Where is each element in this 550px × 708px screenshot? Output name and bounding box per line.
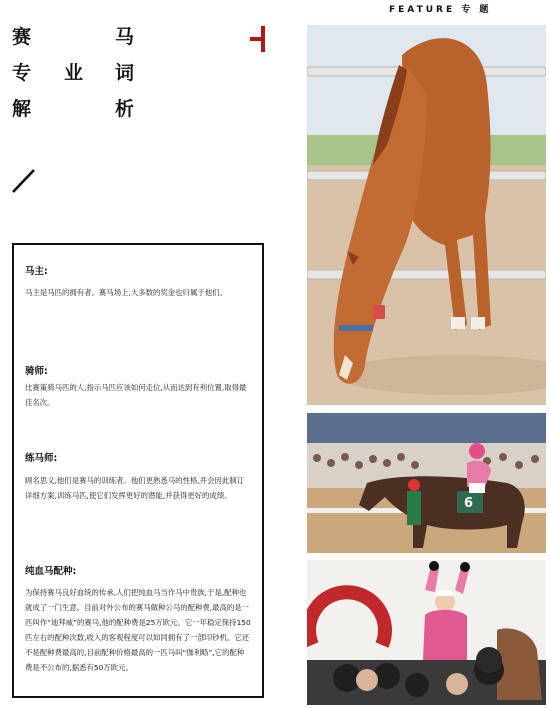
title-row-2 <box>12 58 142 98</box>
page-title <box>12 22 142 142</box>
glossary-term: 骑师: <box>25 366 48 377</box>
glossary-term: 纯血马配种: <box>25 566 77 577</box>
title-char: 马 <box>115 26 135 48</box>
title-row-3 <box>12 94 142 134</box>
glossary-term: 马主: <box>25 266 48 277</box>
title-char: 赛 <box>12 26 32 48</box>
glossary-box <box>12 243 264 698</box>
glossary-definition: 顾名思义,他们是赛马的训练者。他们更熟悉马的性格,并会因此制订详细方案,训练马匹,使它们发挥更好的潜能,并获得更好的成绩。 <box>25 476 245 500</box>
title-row-1 <box>12 22 142 62</box>
title-char: 业 <box>64 62 84 84</box>
title-char: 专 <box>12 62 32 84</box>
glossary-term: 练马师: <box>25 453 58 464</box>
glossary-definition: 马主是马匹的拥有者。赛马场上,大多数的奖金也归属于他们。 <box>25 288 227 297</box>
title-char: 析 <box>115 98 135 120</box>
celebrating-jockey-photo <box>307 560 546 705</box>
glossary-definition: 为保持赛马良好血统的传承,人们把纯血马当作马中贵族,于是,配种也就成了一门生意。目前对外公布的赛马做种公马的配种费,最高的是一匹叫作“迪拜威”的赛马,他的配种费是25万欧元。它一年稳定保持150匹左右的配种次数,收入的客观程度可以如同拥有了一部印钞机。它还不是配种费最高的,目前配种价格最高的一匹马叫“伽利略”,它的配种费是不公布的,据悉有50万欧元。 <box>25 588 251 672</box>
saddle-number: 6 <box>464 496 474 511</box>
glossary-definition: 比赛策骑马匹的人,指示马匹应该如何走位,从而达到有利位置,取得最佳名次。 <box>25 383 247 407</box>
red-corner-mark <box>250 26 268 52</box>
title-char: 解 <box>12 98 32 120</box>
feature-label: FEATURE 专 题 <box>389 5 492 15</box>
title-char: 词 <box>115 62 135 84</box>
chestnut-horse-photo <box>307 25 546 405</box>
race-jockey-photo <box>307 413 546 553</box>
slash-divider <box>10 166 40 196</box>
